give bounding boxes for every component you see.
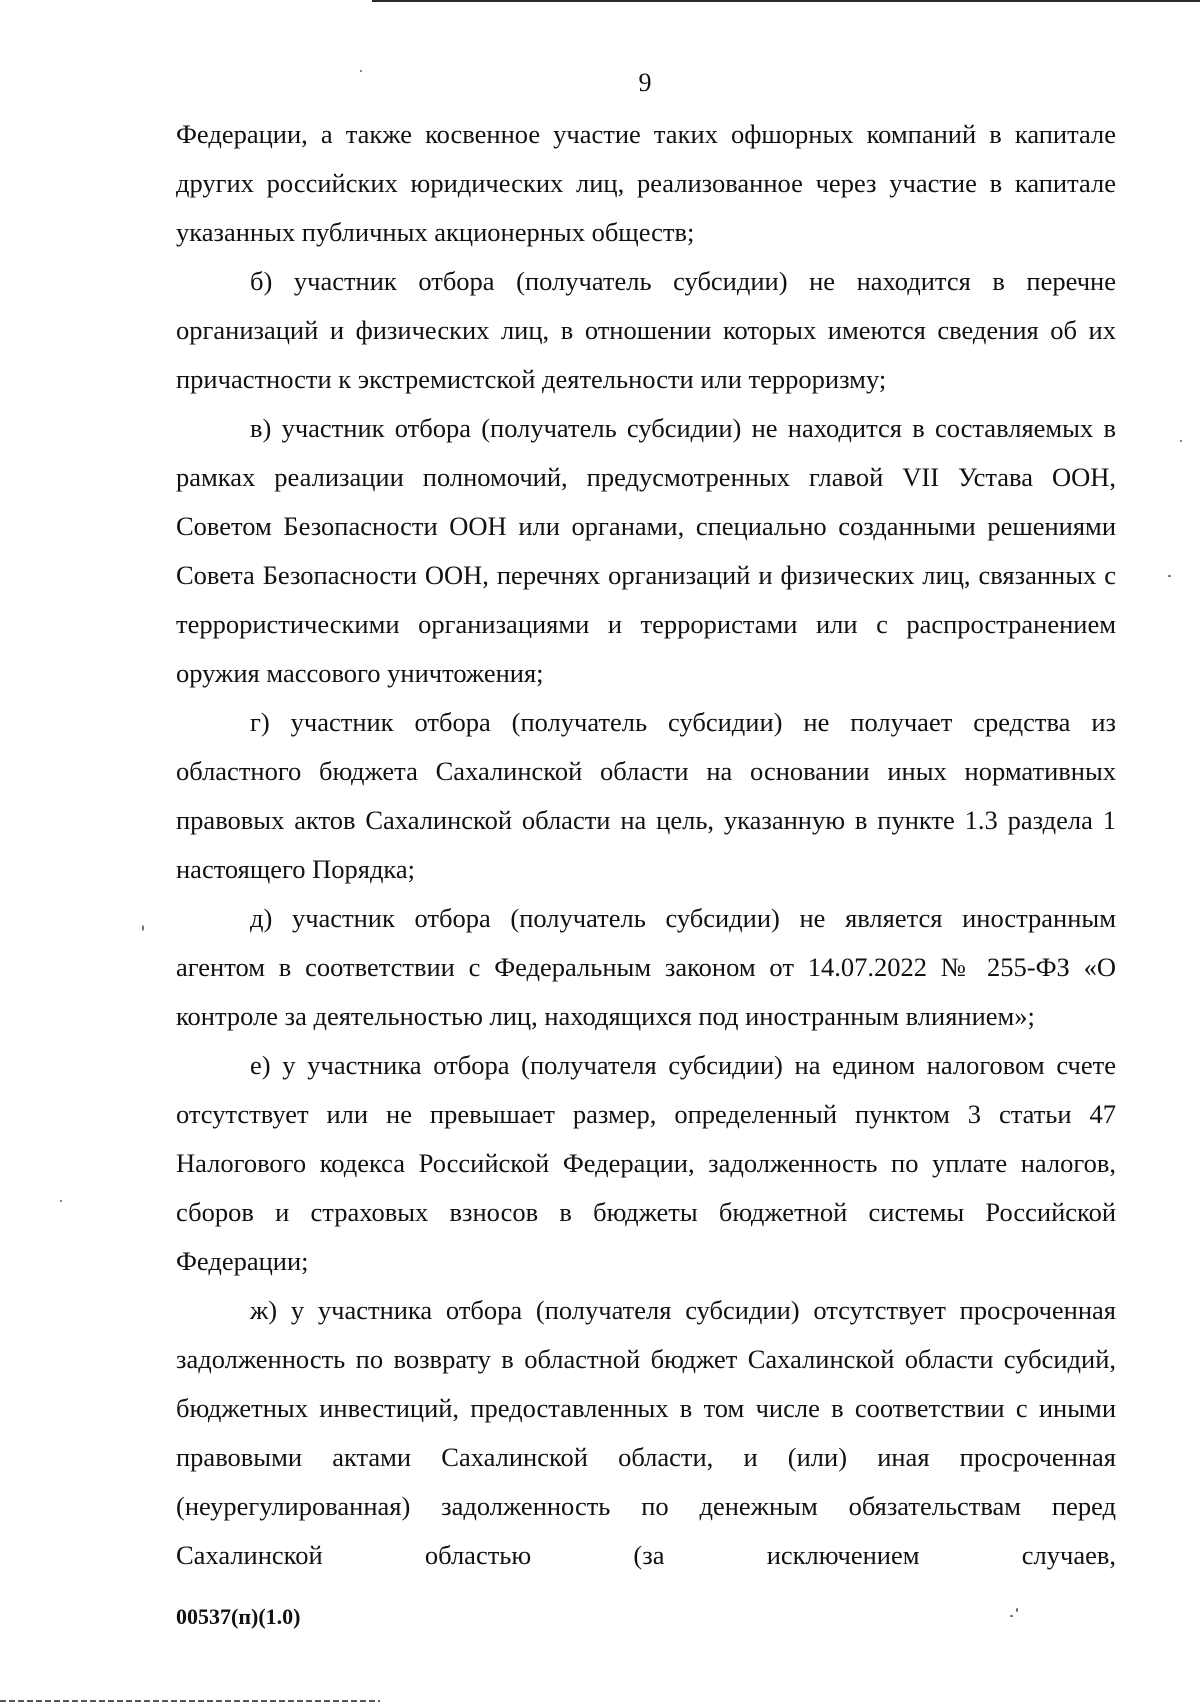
paragraph-b: б) участник отбора (получатель субсидии) не находится в перечне организаций и физических лиц, в отношении которых имеются сведения об их причастности к экстремистской деятельности или терроризму; (176, 266, 1116, 394)
scan-speck (60, 1200, 62, 1202)
scan-speck (1016, 1608, 1018, 1612)
paragraph-v: в) участник отбора (получатель субсидии) не находится в составляемых в рамках реализации полномочий, предусмотренных главой VII Устава ООН, Советом Безопасности ООН или органами, специально созданными решениями Совета Безопасности ООН, перечнях организаций и физических лиц, связанных с террористическими организациями и террористами или с распространением оружия массового уничтожения; (176, 413, 1116, 688)
paragraph-e: е) у участника отбора (получателя субсидии) на едином налоговом счете отсутствует или не превышает размер, определенный пунктом 3 статьи 47 Налогового кодекса Российской Федерации, задолженность по уплате налогов, сборов и страховых взносов в бюджеты бюджетной системы Российской Федерации; (176, 1050, 1116, 1276)
scan-speck (1168, 575, 1171, 577)
scan-speck (142, 925, 144, 931)
scan-edge-top (372, 0, 1200, 2)
document-body (176, 110, 1116, 1580)
scan-speck (1010, 1615, 1013, 1617)
paragraph-g: г) участник отбора (получатель субсидии) не получает средства из областного бюджета Сахалинской области на основании иных нормативных правовых актов Сахалинской области на цель, указанную в пункте 1.3 раздела 1 настоящего Порядка; (176, 707, 1116, 884)
paragraph-d: д) участник отбора (получатель субсидии) не является иностранным агентом в соответствии с Федеральным законом от 14.07.2022 № 255-ФЗ «О контроле за деятельностью лиц, находящихся под иностранным влиянием»; (176, 903, 1116, 1031)
document-code: 00537(п)(1.0) (176, 1604, 301, 1629)
scan-speck (1180, 440, 1182, 442)
scan-speck (360, 70, 362, 72)
page-number: 9 (638, 68, 652, 97)
paragraph-continuation: Федерации, а также косвенное участие таких офшорных компаний в капитале других российских юридических лиц, реализованное через участие в капитале указанных публичных акционерных обществ; (176, 119, 1116, 247)
scan-edge-bottom (0, 1700, 380, 1702)
paragraph-zh: ж) у участника отбора (получателя субсидии) отсутствует просроченная задолженность по возврату в областной бюджет Сахалинской области субсидий, бюджетных инвестиций, предоставленных в том числе в соответствии с иными правовыми актами Сахалинской области, и (или) иная просроченная (неурегулированная) задолженность по денежным обязательствам перед Сахалинской областью (за исключением случаев, (176, 1295, 1116, 1570)
